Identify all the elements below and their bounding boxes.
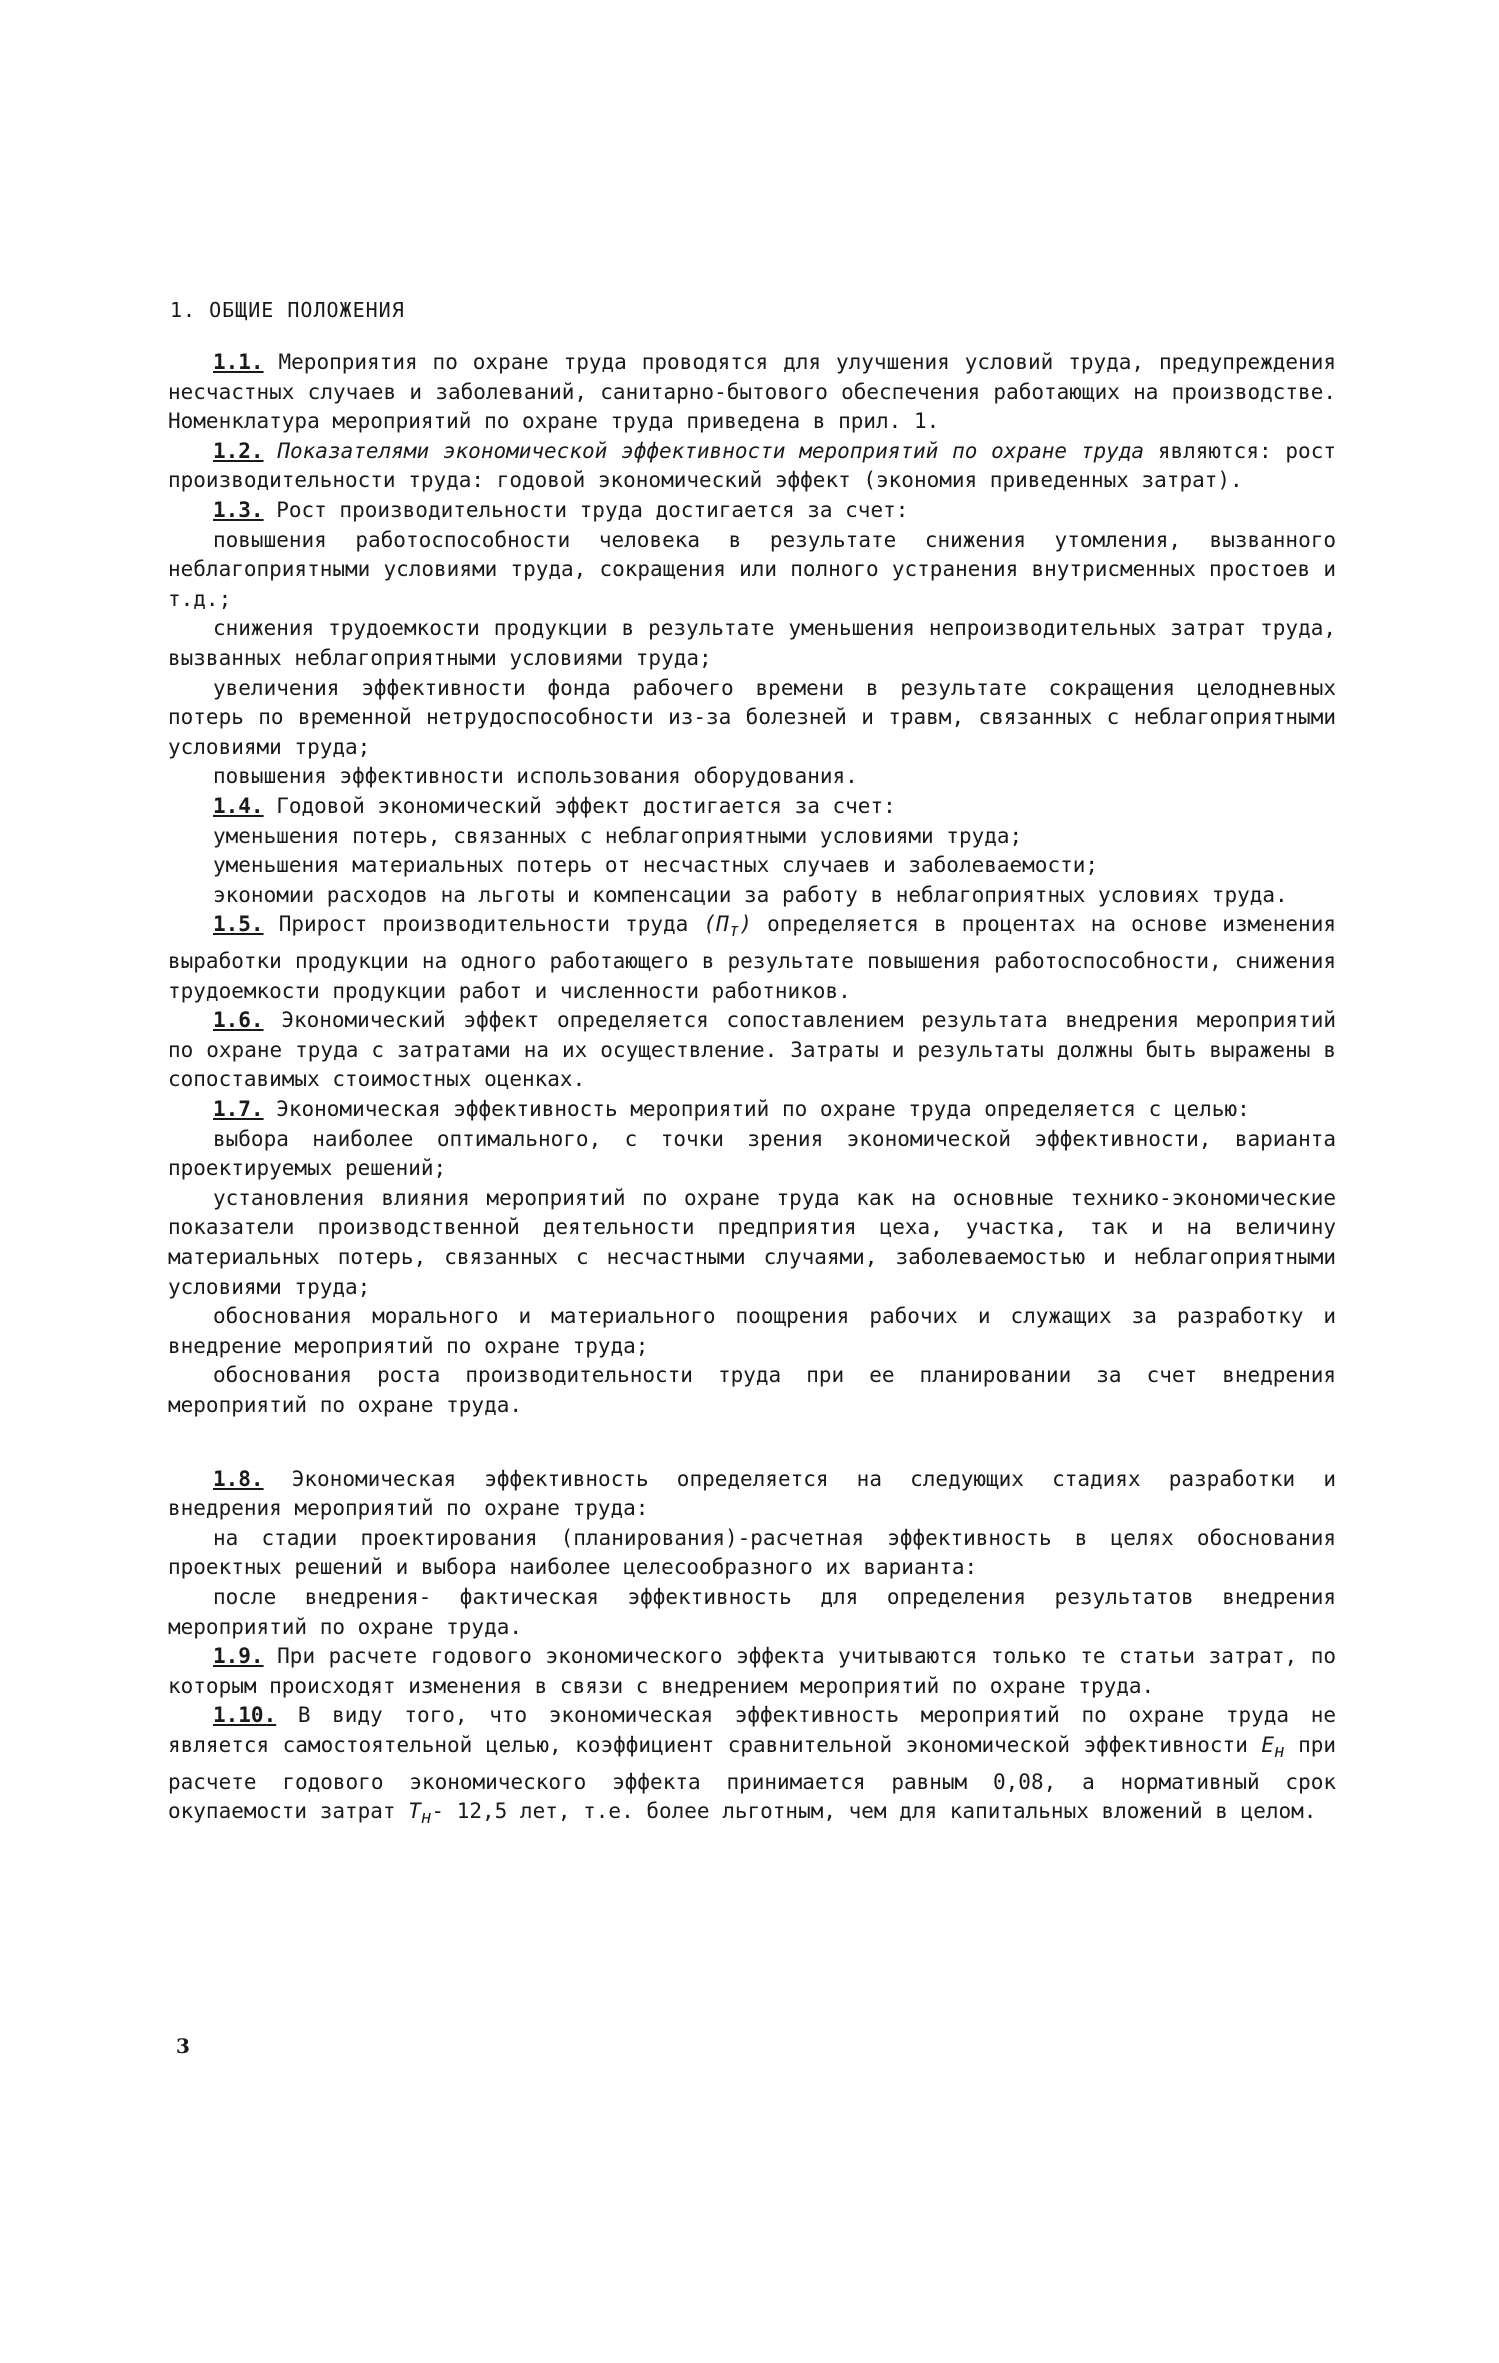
clause-number: 1.2. [213,438,264,463]
list-item: экономии расходов на льготы и компенсации за работу в неблагоприятных условиях труда. [213,882,1288,907]
list-item: повышения работоспособности человека в результате снижения утомления, вызванного неблагоприятными условиями труда, сокращения или полного устранения внутрисменных простоев и т.д.; [168,527,1336,611]
list-item: после внедрения- фактическая эффективность для определения результатов внедрения мероприятий по охране труда. [168,1584,1336,1639]
list-item: уменьшения материальных потерь от несчастных случаев и заболеваемости; [213,853,1099,878]
paragraph-1-9 [168,1642,1336,1701]
clause-number: 1.1. [213,350,264,374]
paragraph-1-1 [168,348,1336,437]
productivity-symbol: $(П_т)$ [703,912,752,942]
list-item: снижения трудоемкости продукции в результате уменьшения непроизводительных затрат труда, вызванных неблагоприятными условиями труда; [168,616,1336,670]
list-item: обоснования роста производительности труда при ее планировании за счет внедрения мероприятий по охране труда. [168,1363,1336,1417]
paragraph-text: Годовой экономический эффект достигается за счет: [263,793,896,818]
clause-number: 1.10. [213,1703,277,1728]
spacer [168,1421,1336,1465]
paragraph-text: Экономический эффект определяется сопоставлением результата внедрения мероприятий по охране труда с затратами на их осуществление. Затраты и результаты должны быть выражены в сопоставимых стоимостных оценках. [168,1008,1336,1092]
list-item: установления влияния мероприятий по охране труда как на основные технико-экономические показатели производственной деятельности предприятия цеха, участка, так и на величину материальных потерь, связанных с несчастными случаями, заболеваемостью и неблагоприятными условиями труда; [168,1185,1336,1299]
paragraph-text: - 12,5 лет, т.е. более льготным, чем для капитальных вложений в целом. [431,1799,1317,1824]
paragraph-1-6 [168,1006,1336,1095]
clause-number: 1.6. [213,1008,264,1033]
clause-number: 1.4. [213,793,264,818]
clause-number: 1.5. [213,912,264,937]
paragraph-text: Экономическая эффективность определяется на следующих стадиях разработки и внедрения мероприятий по охране труда: [168,1466,1336,1521]
page-number: 3 [176,2034,190,2058]
list-item: выбора наиболее оптимального, с точки зрения экономической эффективности, варианта проектируемых решений; [168,1126,1336,1181]
payback-period-symbol: $Т_н$ [408,1799,432,1829]
clause-number: 1.7. [213,1097,264,1122]
document-body [168,348,1336,1834]
list-item: обоснования морального и материального поощрения рабочих и служащих за разработку и внедрение мероприятий по охране труда; [168,1304,1336,1358]
paragraph-text: Рост производительности труда достигается за счет: [263,497,909,522]
paragraph-text: Экономическая эффективность мероприятий по охране труда определяется с целью: [263,1097,1250,1122]
clause-number: 1.8. [213,1466,264,1491]
paragraph-text: определяется в процентах на основе изменения выработки продукции на одного работающего в результате повышения работоспособности, снижения трудоемкости продукции работ и численности работников. [168,912,1336,1003]
list-item: увеличения эффективности фонда рабочего времени в результате сокращения целодневных потерь по временной нетрудоспособности из-за болезней и травм, связанных с неблагоприятными условиями труда; [168,675,1336,759]
clause-number: 1.9. [213,1644,264,1669]
paragraph-text: В виду того, что экономическая эффективность мероприятий по охране труда не является самостоятельной целью, коэффициент сравнительной экономической эффективности [168,1703,1336,1757]
paragraph-1-5 [168,910,1336,1006]
paragraph-1-7 [168,1095,1336,1125]
list-item: на стадии проектирования (планирования)-расчетная эффективность в целях обоснования проектных решений и выбора наиболее целесообразного их варианта: [168,1525,1336,1580]
italic-term: Показателями экономической эффективности мероприятий по охране труда [263,438,1145,463]
paragraph-1-4 [168,792,1336,822]
paragraph-text: При расчете годового экономического эффекта учитываются только те статьи затрат, по которым происходят изменения в связи с внедрением мероприятий по охране труда. [168,1644,1336,1698]
paragraph-text: являются: рост производительности труда: годовой экономический эффект (экономия приведенных затрат). [168,438,1336,493]
efficiency-coefficient-symbol: $Е_н$ [1261,1732,1285,1763]
paragraph-1-10 [168,1701,1336,1834]
clause-number: 1.3. [213,497,264,522]
list-item: уменьшения потерь, связанных с неблагоприятными условиями труда; [213,823,1023,848]
paragraph-1-3 [168,496,1336,526]
section-heading: 1. ОБЩИЕ ПОЛОЖЕНИЯ [170,298,405,322]
paragraph-text: Прирост производительности труда [263,912,704,937]
paragraph-text: при расчете годового экономического эффекта принимается равным 0,08, а нормативный срок окупаемости затрат [168,1732,1336,1824]
paragraph-text: Мероприятия по охране труда проводятся для улучшения условий труда, предупреждения несчастных случаев и заболеваний, санитарно-бытового обеспечения работающих на производстве. Номенклатура мероприятий по охране труда приведена в прил. 1. [168,350,1336,434]
list-item: повышения эффективности использования оборудования. [213,764,858,789]
paragraph-1-2 [168,437,1336,496]
paragraph-1-8 [168,1465,1336,1524]
